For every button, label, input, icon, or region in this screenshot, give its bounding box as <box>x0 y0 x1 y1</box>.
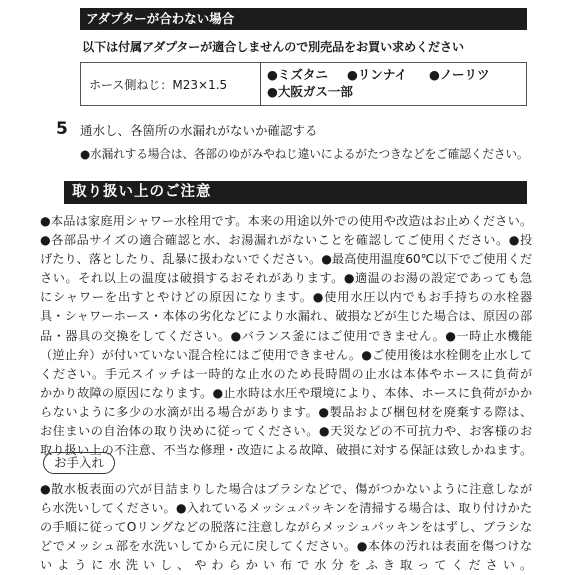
step-number: 5 <box>56 119 68 139</box>
care-line: どでメッシュ部を水洗いしてから元に戻してください。●本体の汚れは表面を傷つけな <box>40 539 532 554</box>
brand-item: ● ミズタニ <box>267 66 347 83</box>
care-line: の手順に従ってOリングなどの脱落に注意しながらメッシュパッキンをはずし、ブラシな <box>40 520 532 535</box>
compatible-brands <box>261 63 526 105</box>
brand-item: ● ノーリツ <box>429 66 490 83</box>
care-line: ら水洗いしてください。●入れているメッシュパッキンを清掃する場合は、取り付けかた <box>40 501 532 516</box>
precaution-line: （逆止弁）が付いていない混合栓にはご使用できません。●ご使用後は水栓側を止水して <box>40 347 532 362</box>
hose-thread-label: ホース側ねじ：M23×1.5 <box>81 63 261 105</box>
precautions-body <box>40 212 532 460</box>
precaution-line: 具・シャワーホース・本体の劣化などにより水漏れ、破損などが生じた場合は、原因の部 <box>40 309 532 324</box>
step-note: ●水漏れする場合は、各部のゆがみやねじ違いによるがたつきなどをご確認ください。 <box>80 147 529 161</box>
adapter-subheading: 以下は付属アダプターが適合しませんので別売品をお買い求めください <box>82 40 464 54</box>
care-line: ●散水板表面の穴が目詰まりした場合はブラシなどで、傷がつかないように注意しなが <box>40 482 532 496</box>
care-body <box>40 480 532 575</box>
precaution-line: げたり、落としたり、乱暴に扱わないでください。●最高使用温度60℃以下でご使用くだ <box>40 252 532 267</box>
precaution-line: 取り扱い上の不注意、不当な修理・改造による故障、破損に対する保証は致しかねます。 <box>40 443 532 458</box>
precaution-line: ●各部品サイズの適合確認と水、お湯漏れがないことを確認してご使用ください。●投 <box>40 233 532 248</box>
hose-thread-table <box>80 62 527 106</box>
precautions-header: 取り扱い上のご注意 <box>64 181 527 204</box>
care-line: いように水洗いし、やわらかい布で水分をふき取ってください。 <box>40 558 532 573</box>
precaution-line: かかり故障の原因になります。●止水時は水圧や環境により、本体、ホースに負荷がかか <box>40 385 532 400</box>
precaution-line: にシャワーを出すとやけどの原因になります。●使用水圧以内でもお手持ちの水栓器 <box>40 290 532 305</box>
precaution-line: 品・器具の交換をしてください。●バランス釜にはご使用できません。●一時止水機能 <box>40 328 532 343</box>
precaution-line: お住まいの自治体の取り決めに従ってください。●天災などの不可抗力や、お客様のお <box>40 424 532 439</box>
brand-item: ● 大阪ガス一部 <box>267 83 353 100</box>
care-label: お手入れ <box>43 452 115 474</box>
precaution-line: ●本品は家庭用シャワー水栓用です。本来の用途以外での使用や改造はお止めください。 <box>40 214 532 228</box>
precaution-line: らないように多少の水滴が出る場合があります。●製品および梱包材を廃棄する際は、 <box>40 404 532 419</box>
step-instruction: 通水し、各箇所の水漏れがないか確認する <box>80 123 318 138</box>
precaution-line: さい。それ以上の温度は破損するおそれがあります。●適温のお湯の設定であっても急 <box>40 271 532 286</box>
adapter-section-header: アダプターが合わない場合 <box>80 8 527 30</box>
brand-item: ● リンナイ <box>347 66 429 83</box>
precaution-line: ください。手元スイッチは一時的な止水のため長時間の止水は本体やホースに負荷が <box>40 366 532 381</box>
